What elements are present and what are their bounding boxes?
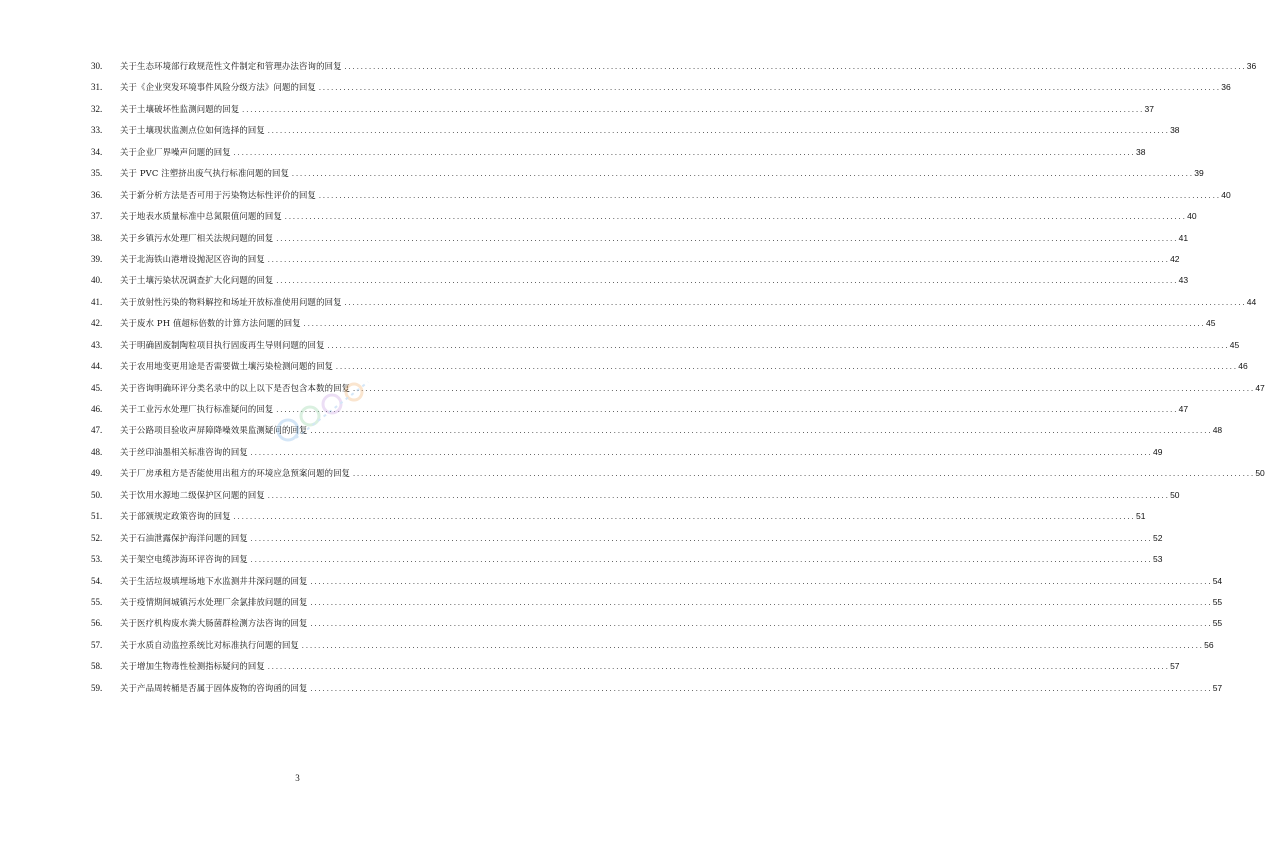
toc-dot-leader: ............................................................................................................................................................................................................................ <box>266 664 1170 672</box>
toc-dot-leader: ............................................................................................................................................................................................................................ <box>309 599 1212 607</box>
toc-entry-page[interactable]: 41 <box>1178 232 1189 243</box>
toc-entry[interactable] <box>91 592 1223 613</box>
toc-entry-page[interactable]: 47 <box>1255 382 1265 393</box>
toc-dot-leader: ............................................................................................................................................................................................................................ <box>326 342 1229 350</box>
toc-entry[interactable] <box>91 378 1265 399</box>
toc-entry-title[interactable]: 关于疫情期间城镇污水处理厂余氯排放问题的回复 <box>120 596 308 607</box>
toc-entry-page[interactable]: 36 <box>1246 61 1257 71</box>
toc-entry[interactable] <box>91 635 1214 656</box>
toc-entry-page[interactable]: 50 <box>1255 468 1265 479</box>
toc-dot-leader: ............................................................................................................................................................................................................................ <box>266 128 1170 136</box>
toc-entry-number: 43. <box>91 339 103 350</box>
toc-entry-title[interactable]: 关于土壤污染状况调查扩大化问题的回复 <box>120 275 274 286</box>
toc-dot-leader: ............................................................................................................................................................................................................................ <box>275 235 1178 243</box>
toc-entry-title[interactable]: 关于农用地变更用途是否需要做土壤污染检测问题的回复 <box>120 361 334 372</box>
toc-dot-leader: ............................................................................................................................................................................................................................ <box>232 149 1135 157</box>
toc-entry[interactable] <box>91 442 1163 463</box>
toc-entry[interactable] <box>91 485 1180 506</box>
toc-entry-title[interactable]: 关于医疗机构废水粪大肠菌群检测方法咨询的回复 <box>120 618 308 629</box>
toc-entry-number: 55. <box>91 596 103 607</box>
toc-entry-number: 30. <box>91 61 103 71</box>
toc-dot-leader: ............................................................................................................................................................................................................................ <box>309 621 1212 629</box>
toc-dot-leader: ............................................................................................................................................................................................................................ <box>318 85 1221 93</box>
toc-dot-leader: ............................................................................................................................................................................................................................ <box>352 471 1255 479</box>
toc-entry-number: 40. <box>91 275 103 286</box>
toc-entry-page[interactable]: 50 <box>1170 489 1180 500</box>
toc-entry[interactable] <box>91 678 1223 699</box>
toc-entry[interactable] <box>91 356 1248 377</box>
toc-entry[interactable] <box>91 335 1240 356</box>
toc-entry-title[interactable]: 关于生活垃圾填埋场地下水监测井井深问题的回复 <box>120 575 308 586</box>
toc-dot-leader: ............................................................................................................................................................................................................................ <box>309 428 1212 436</box>
toc-entry-page[interactable]: 55 <box>1212 618 1223 629</box>
toc-entry[interactable] <box>91 656 1180 677</box>
toc-entry-number: 41. <box>91 296 103 307</box>
toc-entry[interactable] <box>91 399 1189 420</box>
toc-entry-title[interactable]: 关于增加生物毒性检测指标疑问的回复 <box>120 661 265 672</box>
toc-entry-page[interactable]: 53 <box>1153 554 1163 565</box>
toc-entry[interactable] <box>91 56 1257 77</box>
toc-entry-number: 56. <box>91 618 103 629</box>
toc-entry[interactable] <box>91 185 1231 206</box>
toc-entry-number: 37. <box>91 211 103 222</box>
toc-dot-leader: ............................................................................................................................................................................................................................ <box>343 64 1246 71</box>
toc-dot-leader: ............................................................................................................................................................................................................................ <box>335 364 1238 372</box>
toc-entry-number: 51. <box>91 511 103 522</box>
toc-entry-number: 31. <box>91 82 103 93</box>
toc-entry[interactable] <box>91 77 1231 98</box>
toc-entry[interactable] <box>91 313 1216 334</box>
toc-entry[interactable] <box>91 206 1197 227</box>
page-number: 3 <box>295 773 300 783</box>
toc-entry-number: 33. <box>91 125 103 136</box>
toc-entry-title[interactable]: 关于土壤现状监测点位如何选择的回复 <box>120 125 265 136</box>
toc-dot-leader: ............................................................................................................................................................................................................................ <box>309 578 1212 586</box>
toc-dot-leader: ............................................................................................................................................................................................................................ <box>266 492 1170 500</box>
toc-entry-page[interactable]: 52 <box>1153 532 1163 543</box>
toc-entry-title[interactable]: 关于乡镇污水处理厂相关法规问题的回复 <box>120 232 274 243</box>
toc-entry[interactable] <box>91 99 1154 120</box>
toc-entry-number: 44. <box>91 361 103 372</box>
toc-entry-page[interactable]: 48 <box>1212 425 1223 436</box>
toc-entry-title[interactable]: 关于企业厂界噪声问题的回复 <box>120 146 231 157</box>
toc-entry-page[interactable]: 55 <box>1212 596 1223 607</box>
toc-entry-title[interactable]: 关于厂房承租方是否能使用出租方的环境应急预案问题的回复 <box>120 468 351 479</box>
toc-entry-page[interactable]: 39 <box>1194 168 1204 179</box>
toc-entry-page[interactable]: 47 <box>1178 404 1189 414</box>
toc-entry-title[interactable]: 关于地表水质量标准中总氮限值问题的回复 <box>120 211 282 222</box>
toc-entry-title[interactable]: 关于废水 PH 值超标倍数的计算方法问题的回复 <box>120 318 301 329</box>
toc-entry[interactable] <box>91 228 1189 249</box>
toc-dot-leader: ............................................................................................................................................................................................................................ <box>249 449 1153 457</box>
toc-entry-page[interactable]: 57 <box>1212 682 1223 693</box>
toc-dot-leader: ............................................................................................................................................................................................................................ <box>275 278 1178 286</box>
toc-entry-title[interactable]: 关于水质自动监控系统比对标准执行问题的回复 <box>120 639 300 650</box>
toc-entry-title[interactable]: 关于 PVC 注塑挤出废气执行标准问题的回复 <box>120 168 290 179</box>
toc-dot-leader: ............................................................................................................................................................................................................................ <box>309 685 1212 693</box>
toc-entry-title[interactable]: 关于放射性污染的物料解控和场址开放标准使用问题的回复 <box>120 296 342 307</box>
toc-dot-leader: ............................................................................................................................................................................................................................ <box>232 514 1135 522</box>
toc-entry-title[interactable]: 关于工业污水处理厂执行标准疑问的回复 <box>120 404 274 414</box>
toc-entry-title[interactable]: 关于新分析方法是否可用于污染物达标性评价的回复 <box>120 189 317 200</box>
toc-entry[interactable] <box>91 163 1204 184</box>
toc-entry-title[interactable]: 关于产品周转桶是否属于固体废物的咨询函的回复 <box>120 682 308 693</box>
toc-entry-page[interactable]: 56 <box>1204 639 1214 650</box>
toc-entry-title[interactable]: 关于生态环境部行政规范性文件制定和管理办法咨询的回复 <box>120 61 342 71</box>
toc-entry-title[interactable]: 关于土壤破坏性监测问题的回复 <box>120 103 240 114</box>
toc-entry[interactable] <box>91 120 1180 141</box>
toc-entry-number: 48. <box>91 446 103 457</box>
toc-entry-number: 52. <box>91 532 103 543</box>
toc-entry-title[interactable]: 关于石油泄露保护海洋问题的回复 <box>120 532 248 543</box>
toc-dot-leader: ............................................................................................................................................................................................................................ <box>302 321 1205 329</box>
toc-entry-title[interactable]: 关于饮用水源地二级保护区问题的回复 <box>120 489 265 500</box>
toc-entry-page[interactable]: 44 <box>1246 296 1257 307</box>
toc-dot-leader: ............................................................................................................................................................................................................................ <box>275 407 1178 414</box>
toc-entry-title[interactable]: 关于部颁规定政策咨询的回复 <box>120 511 231 522</box>
toc-entry-page[interactable]: 51 <box>1135 511 1146 522</box>
toc-entry-number: 53. <box>91 554 103 565</box>
toc-entry-title[interactable]: 关于北海铁山港增设抛泥区咨询的回复 <box>120 253 265 264</box>
toc-entry-page[interactable]: 38 <box>1170 125 1180 136</box>
toc-entry-number: 32. <box>91 103 103 114</box>
toc-dot-leader: ............................................................................................................................................................................................................................ <box>301 642 1204 650</box>
toc-entry-number: 34. <box>91 146 103 157</box>
toc-entry[interactable] <box>91 571 1223 592</box>
toc-entry-page[interactable]: 45 <box>1229 339 1240 350</box>
toc-dot-leader: ............................................................................................................................................................................................................................ <box>241 106 1144 114</box>
toc-entry-page[interactable]: 54 <box>1212 575 1223 586</box>
toc-dot-leader: ............................................................................................................................................................................................................................ <box>343 299 1246 307</box>
toc-entry-number: 36. <box>91 189 103 200</box>
table-of-contents <box>91 56 1265 699</box>
toc-entry-number: 47. <box>91 425 103 436</box>
toc-entry-number: 35. <box>91 168 103 179</box>
toc-dot-leader: ............................................................................................................................................................................................................................ <box>266 256 1170 264</box>
toc-dot-leader: ............................................................................................................................................................................................................................ <box>283 214 1187 222</box>
toc-entry-number: 59. <box>91 682 103 693</box>
toc-entry[interactable] <box>91 549 1163 570</box>
toc-entry-number: 42. <box>91 318 103 329</box>
toc-entry-number: 49. <box>91 468 103 479</box>
toc-entry-title[interactable]: 关于咨询明确环评分类名录中的以上以下是否包含本数的回复 <box>120 382 351 393</box>
toc-entry-number: 45. <box>91 382 103 393</box>
toc-entry-title[interactable]: 关于公路项目验收声屏障降噪效果监测疑问的回复 <box>120 425 308 436</box>
toc-entry-number: 50. <box>91 489 103 500</box>
toc-entry[interactable] <box>91 292 1257 313</box>
toc-dot-leader: ............................................................................................................................................................................................................................ <box>249 535 1153 543</box>
toc-entry-number: 46. <box>91 404 103 414</box>
toc-entry-number: 57. <box>91 639 103 650</box>
toc-entry-page[interactable]: 57 <box>1170 661 1180 672</box>
toc-dot-leader: ............................................................................................................................................................................................................................ <box>352 385 1255 393</box>
toc-entry-page[interactable]: 36 <box>1221 82 1231 93</box>
toc-entry[interactable] <box>91 142 1146 163</box>
toc-entry-title[interactable]: 关于明确固废制陶粒项目执行固废再生导则问题的回复 <box>120 339 325 350</box>
toc-entry-page[interactable]: 37 <box>1144 103 1154 114</box>
toc-entry-page[interactable]: 43 <box>1178 275 1189 286</box>
toc-entry-number: 39. <box>91 253 103 264</box>
toc-entry-page[interactable]: 45 <box>1205 318 1216 329</box>
toc-entry[interactable] <box>91 528 1163 549</box>
toc-entry-number: 58. <box>91 661 103 672</box>
toc-entry-number: 54. <box>91 575 103 586</box>
toc-entry-title[interactable]: 关于《企业突发环境事件风险分级方法》问题的回复 <box>120 82 317 93</box>
toc-entry-page[interactable]: 38 <box>1135 146 1146 157</box>
toc-entry[interactable] <box>91 506 1146 527</box>
toc-entry[interactable] <box>91 420 1223 441</box>
toc-entry-page[interactable]: 40 <box>1221 189 1231 200</box>
toc-dot-leader: ............................................................................................................................................................................................................................ <box>318 192 1221 200</box>
toc-entry-page[interactable]: 49 <box>1153 446 1163 457</box>
toc-entry-page[interactable]: 40 <box>1187 211 1197 222</box>
toc-entry[interactable] <box>91 249 1180 270</box>
toc-entry[interactable] <box>91 270 1189 291</box>
toc-entry-title[interactable]: 关于丝印油墨相关标准咨询的回复 <box>120 446 248 457</box>
toc-dot-leader: ............................................................................................................................................................................................................................ <box>291 171 1194 179</box>
toc-entry-page[interactable]: 46 <box>1238 361 1248 372</box>
toc-entry-number: 38. <box>91 232 103 243</box>
toc-entry-page[interactable]: 42 <box>1170 253 1180 264</box>
toc-entry[interactable] <box>91 463 1265 484</box>
toc-entry-title[interactable]: 关于架空电缆涉海环评咨询的回复 <box>120 554 248 565</box>
toc-entry[interactable] <box>91 613 1223 634</box>
toc-dot-leader: ............................................................................................................................................................................................................................ <box>249 557 1153 565</box>
